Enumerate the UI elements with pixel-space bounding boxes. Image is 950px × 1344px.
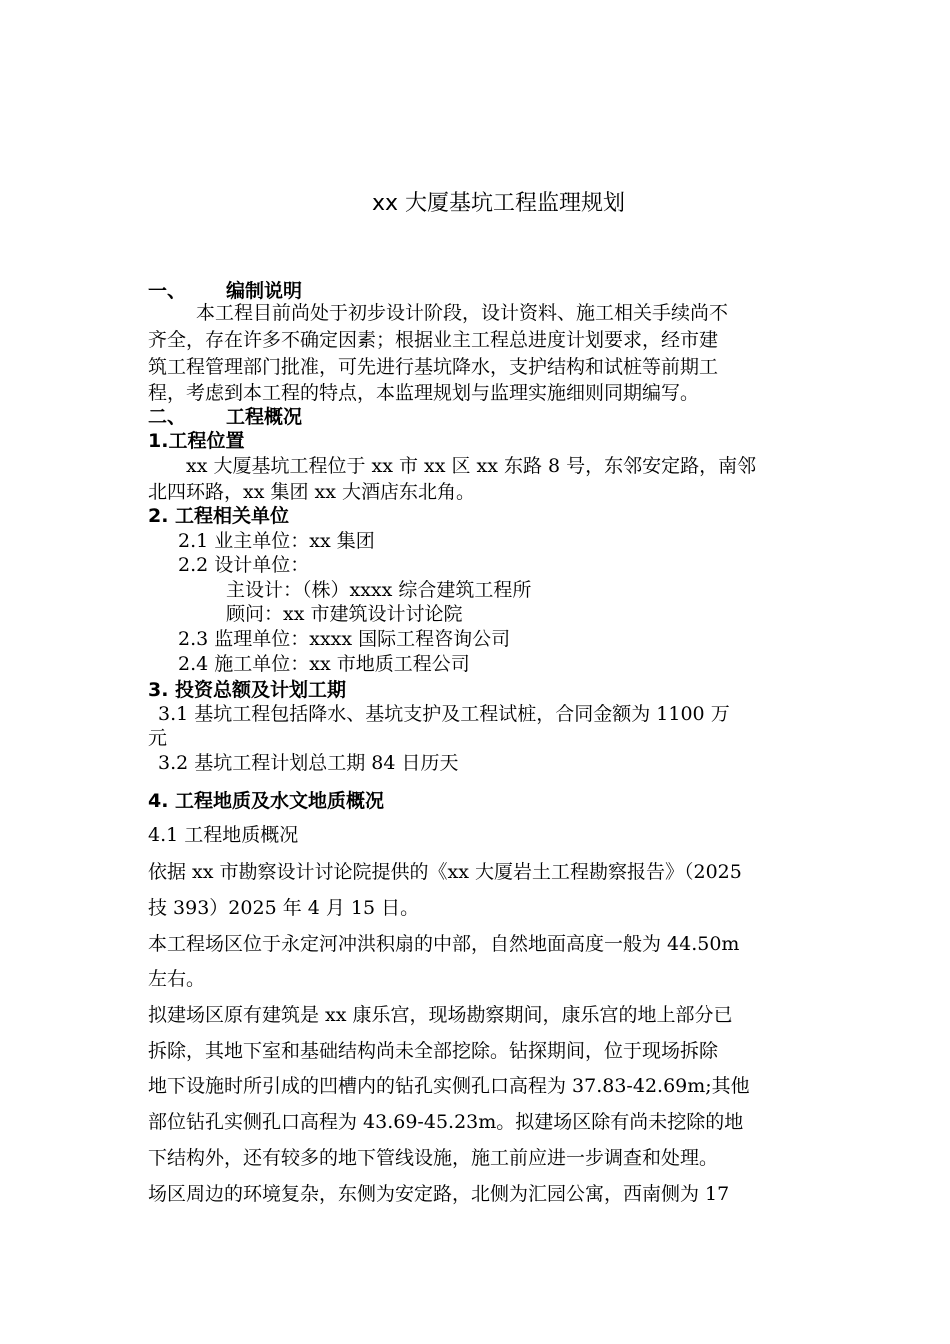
paragraph-line: 本工程目前尚处于初步设计阶段，设计资料、施工相关手续尚不	[196, 302, 729, 324]
subsection-3-heading: 3. 投资总额及计划工期	[148, 679, 347, 701]
paragraph-line: 筑工程管理部门批准，可先进行基坑降水，支护结构和试桩等前期工	[148, 356, 719, 378]
paragraph-line: 元	[148, 727, 168, 749]
unit-item: 顾问：xx 市建筑设计讨论院	[226, 603, 463, 625]
paragraph-line: 地下设施时所引成的凹槽内的钻孔实侧孔口高程为 37.83-42.69m;其他	[148, 1075, 750, 1097]
unit-item: 2.1 业主单位：xx 集团	[178, 530, 375, 552]
subsection-1-heading: 1.工程位置	[148, 430, 245, 452]
paragraph-line: 拆除，其地下室和基础结构尚未全部挖除。钻探期间，位于现场拆除	[148, 1040, 719, 1062]
section-1-heading: 编制说明	[226, 280, 303, 302]
paragraph-line: 北四环路，xx 集团 xx 大酒店东北角。	[148, 481, 475, 503]
paragraph-line: xx 大厦基坑工程位于 xx 市 xx 区 xx 东路 8 号，东邻安定路，南邻	[186, 455, 757, 477]
paragraph-line: 3.1 基坑工程包括降水、基坑支护及工程试桩，合同金额为 1100 万	[158, 703, 730, 725]
paragraph-line: 齐全，存在许多不确定因素；根据业主工程总进度计划要求，经市建	[148, 329, 719, 351]
paragraph-line: 3.2 基坑工程计划总工期 84 日历天	[158, 752, 459, 774]
section-2-heading: 工程概况	[226, 406, 303, 428]
subsection-4-1-heading: 4.1 工程地质概况	[148, 824, 299, 846]
section-2-number: 二、	[148, 406, 187, 428]
paragraph-line: 依据 xx 市勘察设计讨论院提供的《xx 大厦岩土工程勘察报告》（2025	[148, 861, 742, 883]
subsection-2-heading: 2. 工程相关单位	[148, 505, 290, 527]
section-1-number: 一、	[148, 280, 187, 302]
unit-item: 主设计：（株）xxxx 综合建筑工程所	[226, 579, 532, 601]
paragraph-line: 场区周边的环境复杂，东侧为安定路，北侧为汇园公寓，西南侧为 17	[148, 1183, 730, 1205]
paragraph-line: 本工程场区位于永定河冲洪积扇的中部，自然地面高度一般为 44.50m	[148, 933, 740, 955]
paragraph-line: 拟建场区原有建筑是 xx 康乐宫，现场勘察期间，康乐宫的地上部分已	[148, 1004, 733, 1026]
paragraph-line: 部位钻孔实侧孔口高程为 43.69-45.23m。拟建场区除有尚未挖除的地	[148, 1111, 744, 1133]
unit-item: 2.2 设计单位：	[178, 554, 310, 576]
paragraph-line: 左右。	[148, 968, 206, 990]
unit-item: 2.3 监理单位：xxxx 国际工程咨询公司	[178, 628, 511, 650]
paragraph-line: 下结构外，还有较多的地下管线设施，施工前应进一步调查和处理。	[148, 1147, 719, 1169]
document-title: xx 大厦基坑工程监理规划	[372, 191, 626, 216]
paragraph-line: 技 393）2025 年 4 月 15 日。	[148, 897, 420, 919]
paragraph-line: 程，考虑到本工程的特点，本监理规划与监理实施细则同期编写。	[148, 382, 700, 404]
subsection-4-heading: 4. 工程地质及水文地质概况	[148, 790, 385, 812]
unit-item: 2.4 施工单位：xx 市地质工程公司	[178, 653, 470, 675]
